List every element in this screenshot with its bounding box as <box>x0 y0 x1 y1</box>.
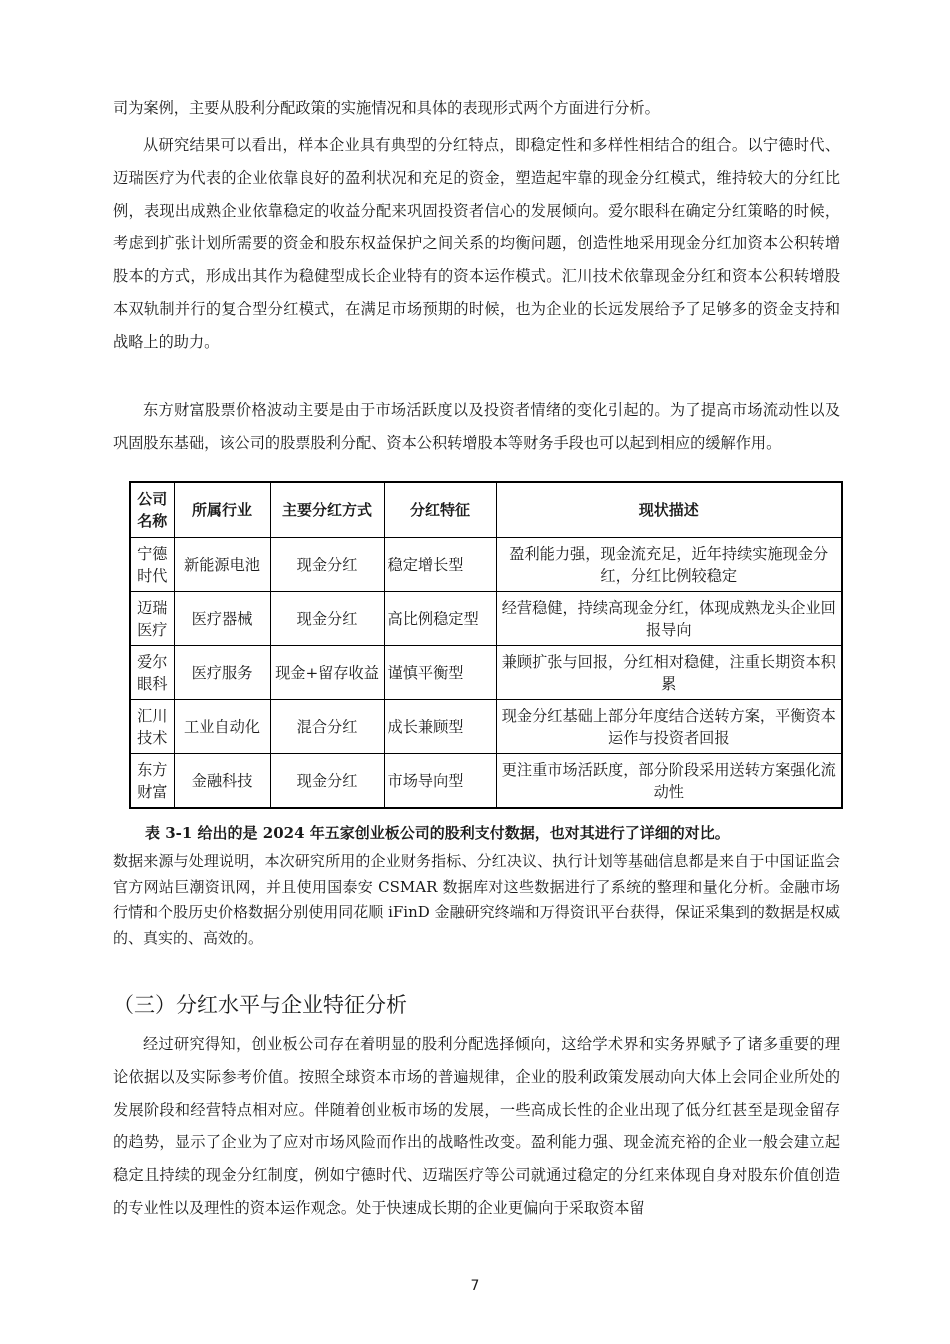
paragraph-intro-continuation: 司为案例，主要从股利分配政策的实施情况和具体的表现形式两个方面进行分析。 <box>113 99 660 117</box>
cell-industry: 工业自动化 <box>174 700 270 754</box>
cell-industry: 新能源电池 <box>174 538 270 592</box>
cell-industry: 医疗服务 <box>174 646 270 700</box>
cell-method: 现金分红 <box>270 538 384 592</box>
cell-description: 盈利能力强，现金流充足，近年持续实施现金分红，分红比例较稳定 <box>496 538 842 592</box>
cell-industry: 医疗器械 <box>174 592 270 646</box>
cell-method: 现金分红 <box>270 754 384 809</box>
cell-company: 汇川技术 <box>130 700 174 754</box>
table-row <box>130 646 842 700</box>
header-method: 主要分红方式 <box>270 482 384 538</box>
table-row <box>130 592 842 646</box>
section-heading: （三）分红水平与企业特征分析 <box>113 993 407 1017</box>
cell-method: 混合分红 <box>270 700 384 754</box>
header-description: 现状描述 <box>496 482 842 538</box>
cell-feature: 谨慎平衡型 <box>384 646 496 700</box>
cell-description: 现金分红基础上部分年度结合送转方案，平衡资本运作与投资者回报 <box>496 700 842 754</box>
cell-company: 东方财富 <box>130 754 174 809</box>
cell-method: 现金+留存收益 <box>270 646 384 700</box>
cell-description: 经营稳健，持续高现金分红，体现成熟龙头企业回报导向 <box>496 592 842 646</box>
table-row <box>130 538 842 592</box>
cell-feature: 高比例稳定型 <box>384 592 496 646</box>
table-caption: 表 3-1 给出的是 2024 年五家创业板公司的股利支付数据，也对其进行了详细的对比。 <box>145 824 730 842</box>
cell-company: 迈瑞医疗 <box>130 592 174 646</box>
page-number: 7 <box>470 1278 480 1294</box>
table-header-row <box>130 482 842 538</box>
table-row <box>130 700 842 754</box>
paragraph-research-results: 从研究结果可以看出，样本企业具有典型的分红特点，即稳定性和多样性相结合的组合。以宁德时代、迈瑞医疗为代表的企业依靠良好的盈利状况和充足的资金，塑造起牢靠的现金分红模式，维持较大的分红比例，表现出成熟企业依靠稳定的收益分配来巩固投资者信心的发展倾向。爱尔眼科在确定分红策略的时候，考虑到扩张计划所需要的资金和股东权益保护之间关系的均衡问题，创造性地采用现金分红加资本公积转增股本的方式，形成出其作为稳健型成长企业特有的资本运作模式。汇川技术依靠现金分红和资本公积转增股本双轨制并行的复合型分红模式，在满足市场预期的时候，也为企业的长远发展给予了足够多的资金支持和战略上的助力。 <box>113 136 840 351</box>
table-row <box>130 754 842 809</box>
header-company: 公司名称 <box>130 482 174 538</box>
cell-description: 兼顾扩张与回报，分红相对稳健，注重长期资本积累 <box>496 646 842 700</box>
header-feature: 分红特征 <box>384 482 496 538</box>
paragraph-dongfang-caifu: 东方财富股票价格波动主要是由于市场活跃度以及投资者情绪的变化引起的。为了提高市场流动性以及巩固股东基础，该公司的股票股利分配、资本公积转增股本等财务手段也可以起到相应的缓解作用。 <box>113 401 840 452</box>
cell-description: 更注重市场活跃度，部分阶段采用送转方案强化流动性 <box>496 754 842 809</box>
section-body-paragraph: 经过研究得知，创业板公司存在着明显的股利分配选择倾向，这给学术界和实务界赋予了诸多重要的理论依据以及实际参考价值。按照全球资本市场的普遍规律，企业的股利政策发展动向大体上会同企业所处的发展阶段和经营特点相对应。伴随着创业板市场的发展，一些高成长性的企业出现了低分红甚至是现金留存的趋势，显示了企业为了应对市场风险而作出的战略性改变。盈利能力强、现金流充裕的企业一般会建立起稳定且持续的现金分红制度，例如宁德时代、迈瑞医疗等公司就通过稳定的分红来体现自身对股东价值创造的专业性以及理性的资本运作观念。处于快速成长期的企业更偏向于采取资本留 <box>113 1035 840 1217</box>
cell-company: 爱尔眼科 <box>130 646 174 700</box>
data-source-note: 数据来源与处理说明，本次研究所用的企业财务指标、分红决议、执行计划等基础信息都是来自于中国证监会官方网站巨潮资讯网，并且使用国泰安 CSMAR 数据库对这些数据进行了系统的整理和量化分析。金融市场行情和个股历史价格数据分别使用同花顺 iFinD 金融研究终端和万得资讯平台获得，保证采集到的数据是权威的、真实的、高效的。 <box>113 852 840 947</box>
cell-company: 宁德时代 <box>130 538 174 592</box>
cell-industry: 金融科技 <box>174 754 270 809</box>
cell-method: 现金分红 <box>270 592 384 646</box>
cell-feature: 稳定增长型 <box>384 538 496 592</box>
header-industry: 所属行业 <box>174 482 270 538</box>
cell-feature: 市场导向型 <box>384 754 496 809</box>
cell-feature: 成长兼顾型 <box>384 700 496 754</box>
dividend-comparison-table <box>129 481 843 809</box>
